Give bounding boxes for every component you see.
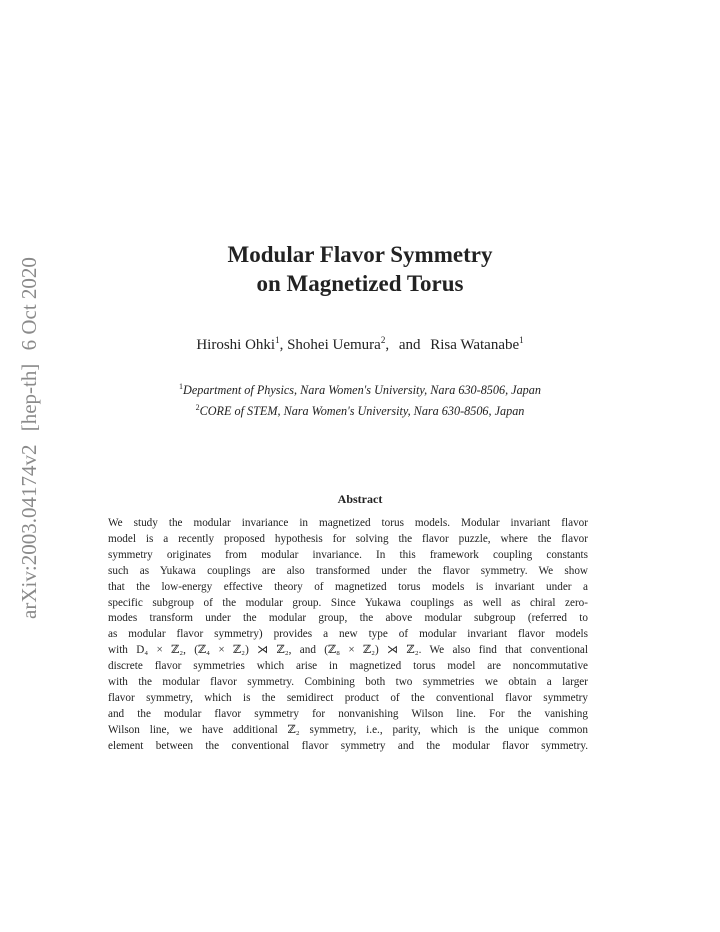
- abstract-line: that the low-energy effective theory of magnetized torus models is invariant under a: [108, 580, 588, 593]
- title-line-1: Modular Flavor Symmetry: [227, 242, 493, 267]
- affiliation-mark: 1: [179, 382, 184, 391]
- abstract-line: as modular flavor symmetry) provides a new type of modular invariant flavor models: [108, 628, 588, 641]
- arxiv-category: [hep-th]: [17, 363, 41, 432]
- title-line-2: on Magnetized Torus: [256, 271, 464, 296]
- paper-title: [0, 240, 720, 298]
- abstract-line: flavor symmetry, which is the semidirect product of the conventional flavor symmetry: [108, 691, 588, 704]
- abstract-line: specific subgroup of the modular group. Since Yukawa couplings as well as chiral zero-: [108, 596, 588, 609]
- abstract-line: with the modular flavor symmetry. Combining both two symmetries we obtain a larger: [108, 676, 588, 689]
- abstract-line: and the modular flavor symmetry for nonvanishing Wilson line. For the vanishing: [108, 707, 588, 720]
- author-affiliation-mark: 1: [275, 335, 280, 345]
- author-name: Hiroshi Ohki: [196, 337, 276, 353]
- abstract-line: element between the conventional flavor symmetry and the modular flavor symmetry.: [108, 739, 588, 752]
- affiliation-text: CORE of STEM, Nara Women's University, Nara 630-8506, Japan: [199, 404, 525, 419]
- author-affiliation-mark: 2: [380, 335, 386, 345]
- abstract-body: [108, 516, 588, 755]
- abstract-line: Wilson line, we have additional ℤ₂ symmetry, i.e., parity, which is the unique common: [108, 723, 588, 736]
- abstract-line: modes transform under the modular group, the above modular subgroup (referred to: [108, 612, 588, 625]
- author-list: Hiroshi Ohki$^1$, Shohei Uemura$^2$, and Risa Watanabe$^1$: [196, 335, 524, 353]
- abstract-line: such as Yukawa couplings are also transformed under the flavor symmetry. We show: [108, 564, 588, 577]
- affiliation-line: [0, 382, 720, 398]
- abstract-line: discrete flavor symmetries which arise in magnetized torus model are noncommutative: [108, 660, 588, 673]
- affiliation-mark: 2: [195, 403, 200, 412]
- author-affiliation-mark: 1: [519, 335, 524, 345]
- abstract-line: We study the modular invariance in magnetized torus models. Modular invariant flavor: [108, 517, 588, 529]
- arxiv-date: 6 Oct 2020: [17, 257, 41, 351]
- affiliation-text: Department of Physics, Nara Women's University, Nara 630-8506, Japan: [183, 383, 541, 398]
- author-name: Risa Watanabe: [430, 337, 520, 353]
- abstract-line: symmetry originates from modular invariance. In this framework coupling constants: [108, 548, 588, 561]
- arxiv-id: arXiv:2003.04174v2: [17, 444, 41, 619]
- abstract-line: with D₄ × ℤ₂, (ℤ₄ × ℤ₂) ⋊ ℤ₂, and (ℤ₈ × ℤ₂) ⋊ ℤ₂. We also find that conventional: [108, 644, 588, 657]
- abstract-heading: Abstract: [337, 492, 383, 506]
- abstract-line: model is a recently proposed hypothesis for solving the flavor puzzle, where the flavor: [108, 532, 588, 545]
- author-name: Shohei Uemura: [287, 337, 381, 353]
- affiliation-line: [0, 403, 720, 419]
- author-conjunction: and: [398, 337, 421, 353]
